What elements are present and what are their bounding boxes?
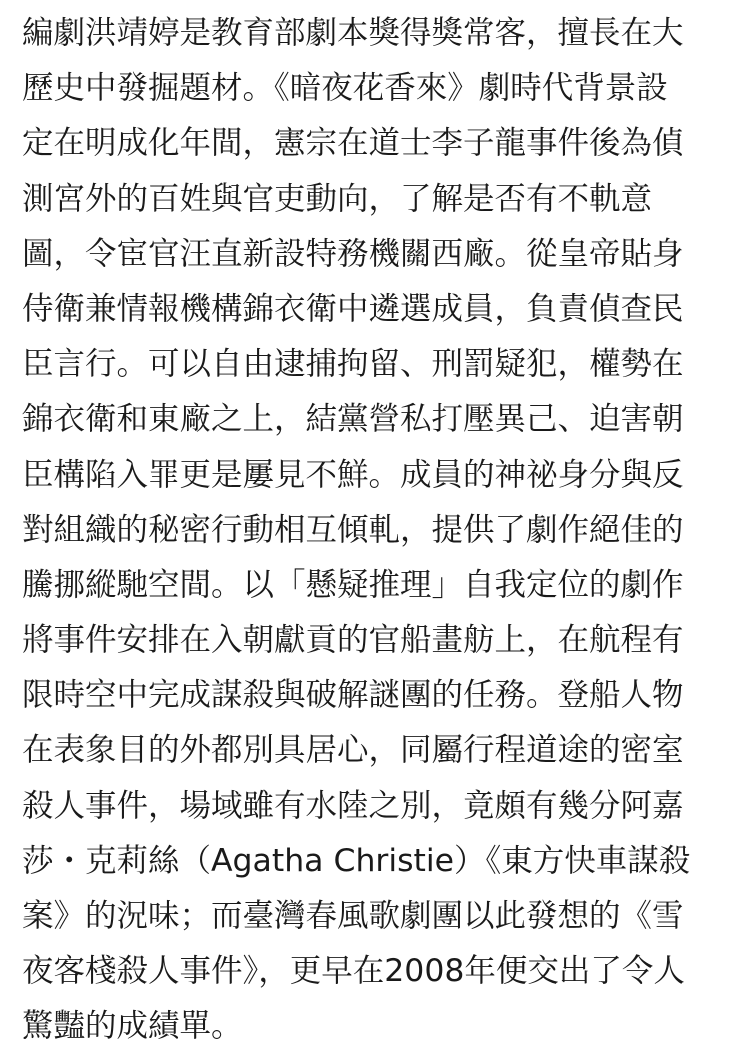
- text-line: 夜客棧殺人事件》，更早在2008年便交出了令人: [22, 953, 685, 990]
- text-line: 測宮外的百姓與官吏動向，了解是否有不軌意: [22, 180, 653, 217]
- text-line: 驚豔的成績單。: [22, 1008, 243, 1045]
- text-line: 限時空中完成謀殺與破解謎團的任務。登船人物: [22, 677, 684, 714]
- text-line: 案》的況味；而臺灣春風歌劇團以此發想的《雪: [22, 898, 684, 934]
- text-line: 殺人事件，場域雖有水陸之別，竟頗有幾分阿嘉: [22, 787, 684, 824]
- text-line: 將事件安排在入朝獻貢的官船畫舫上，在航程有: [22, 622, 684, 659]
- text-line: 圖，令宦官汪直新設特務機關西廠。從皇帝貼身: [22, 235, 684, 272]
- text-line: 騰挪縱馳空間。以「懸疑推理」自我定位的劇作: [22, 566, 684, 603]
- text-line: 臣言行。可以自由逮捕拘留、刑罰疑犯，權勢在: [22, 346, 684, 383]
- text-line: 歷史中發掘題材。《暗夜花香來》劇時代背景設: [22, 70, 668, 107]
- article-body: [22, 13, 722, 1062]
- text-line: 錦衣衛和東廠之上，結黨營私打壓異己、迫害朝: [22, 401, 684, 438]
- text-line: 對組織的秘密行動相互傾軋，提供了劇作絕佳的: [22, 511, 684, 548]
- text-line: 莎・克莉絲（Agatha Christie）《東方快車謀殺: [22, 842, 691, 879]
- text-line: 在表象目的外都別具居心，同屬行程道途的密室: [22, 732, 684, 769]
- text-line: 侍衛兼情報機構錦衣衛中遴選成員，負責偵查民: [22, 290, 684, 327]
- text-line: 臣構陷入罪更是屢見不鮮。成員的神祕身分與反: [22, 456, 684, 493]
- text-line: 編劇洪靖婷是教育部劇本獎得獎常客，擅長在大: [22, 15, 684, 51]
- text-line: 定在明成化年間，憲宗在道士李子龍事件後為偵: [22, 125, 684, 162]
